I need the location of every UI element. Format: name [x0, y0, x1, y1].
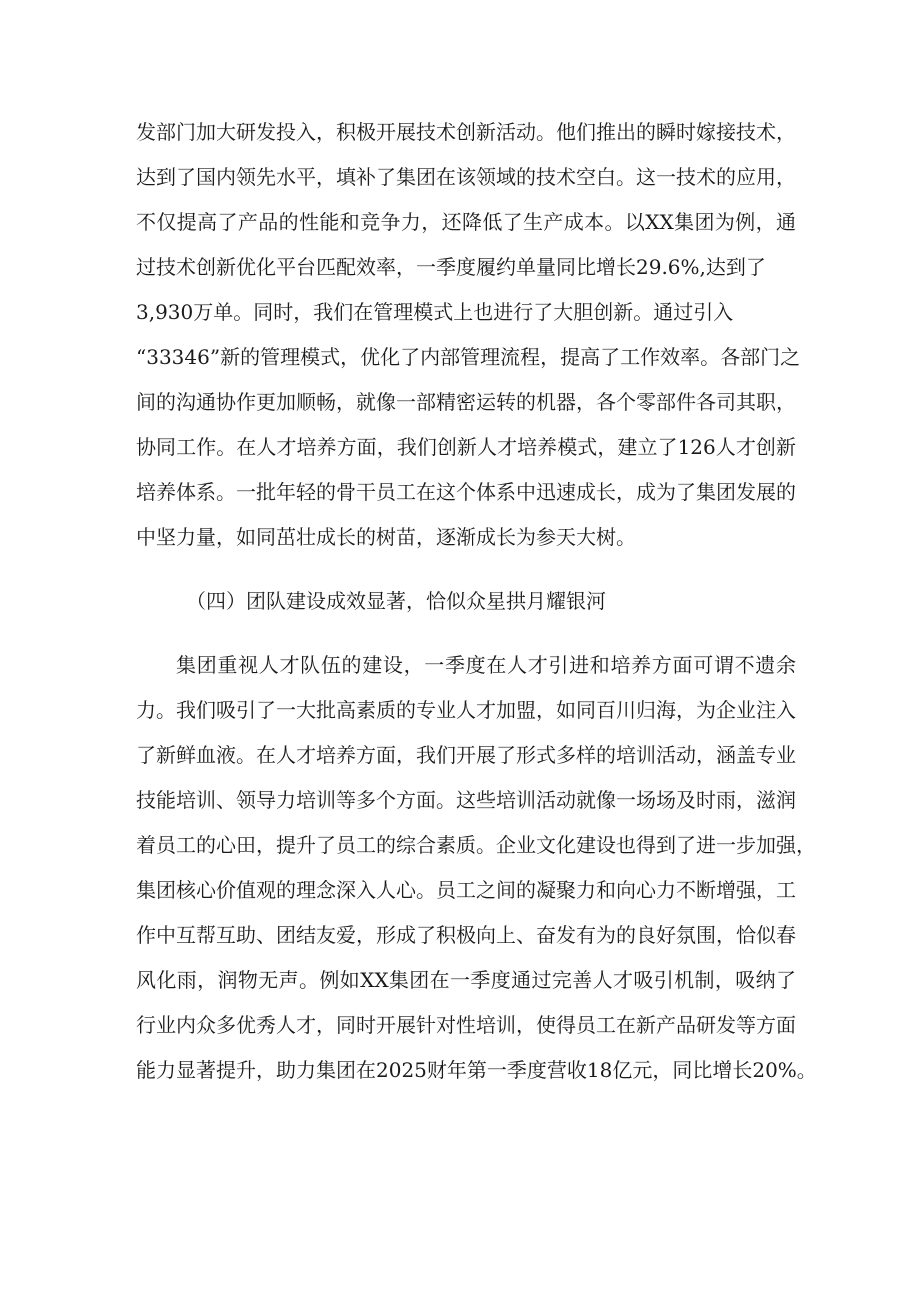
paragraph-line: “33346”新的管理模式，优化了内部管理流程，提高了工作效率。各部门之	[136, 345, 801, 369]
paragraph-line: 协同工作。在人才培养方面，我们创新人才培养模式，建立了126人才创新	[136, 435, 796, 459]
paragraph-line: 3,930万单。同时，我们在管理模式上也进行了大胆创新。通过引入	[136, 300, 734, 324]
paragraph-line: 着员工的心田，提升了员工的综合素质。企业文化建设也得到了进一步加强，	[136, 833, 816, 857]
paragraph-line: 集团核心价值观的理念深入人心。员工之间的凝聚力和向心力不断增强，工	[136, 878, 796, 902]
paragraph-line: 达到了国内领先水平，填补了集团在该领域的技术空白。这一技术的应用，	[136, 165, 796, 189]
paragraph-line: 集团重视人才队伍的建设，一季度在人才引进和培养方面可谓不遗余	[176, 653, 796, 677]
paragraph-line: 发部门加大研发投入，积极开展技术创新活动。他们推出的瞬时嫁接技术，	[136, 120, 796, 144]
paragraph-line: 能力显著提升，助力集团在2025财年第一季度营收18亿元，同比增长20%。	[136, 1058, 817, 1082]
paragraph-line: 风化雨，润物无声。例如XX集团在一季度通过完善人才吸引机制，吸纳了	[136, 968, 796, 992]
paragraph-line: 中坚力量，如同茁壮成长的树苗，逐渐成长为参天大树。	[136, 525, 636, 549]
paragraph-line: 间的沟通协作更加顺畅，就像一部精密运转的机器，各个零部件各司其职，	[136, 390, 796, 414]
paragraph-line: 过技术创新优化平台匹配效率，一季度履约单量同比增长29.6%,达到了	[136, 255, 766, 279]
paragraph-line: 不仅提高了产品的性能和竞争力，还降低了生产成本。以XX集团为例，通	[136, 210, 796, 234]
paragraph-line: 作中互帮互助、团结友爱，形成了积极向上、奋发有为的良好氛围，恰似春	[136, 923, 796, 947]
paragraph-line: 力。我们吸引了一大批高素质的专业人才加盟，如同百川归海，为企业注入	[136, 698, 796, 722]
paragraph-line: 培养体系。一批年轻的骨干员工在这个体系中迅速成长，成为了集团发展的	[136, 480, 796, 504]
paragraph-line: 了新鲜血液。在人才培养方面，我们开展了形式多样的培训活动，涵盖专业	[136, 743, 796, 767]
paragraph-line: 技能培训、领导力培训等多个方面。这些培训活动就像一场场及时雨，滋润	[136, 788, 796, 812]
section-heading: （四）团队建设成效显著，恰似众星拱月耀银河	[186, 589, 606, 613]
paragraph-line: 行业内众多优秀人才，同时开展针对性培训，使得员工在新产品研发等方面	[136, 1013, 796, 1037]
